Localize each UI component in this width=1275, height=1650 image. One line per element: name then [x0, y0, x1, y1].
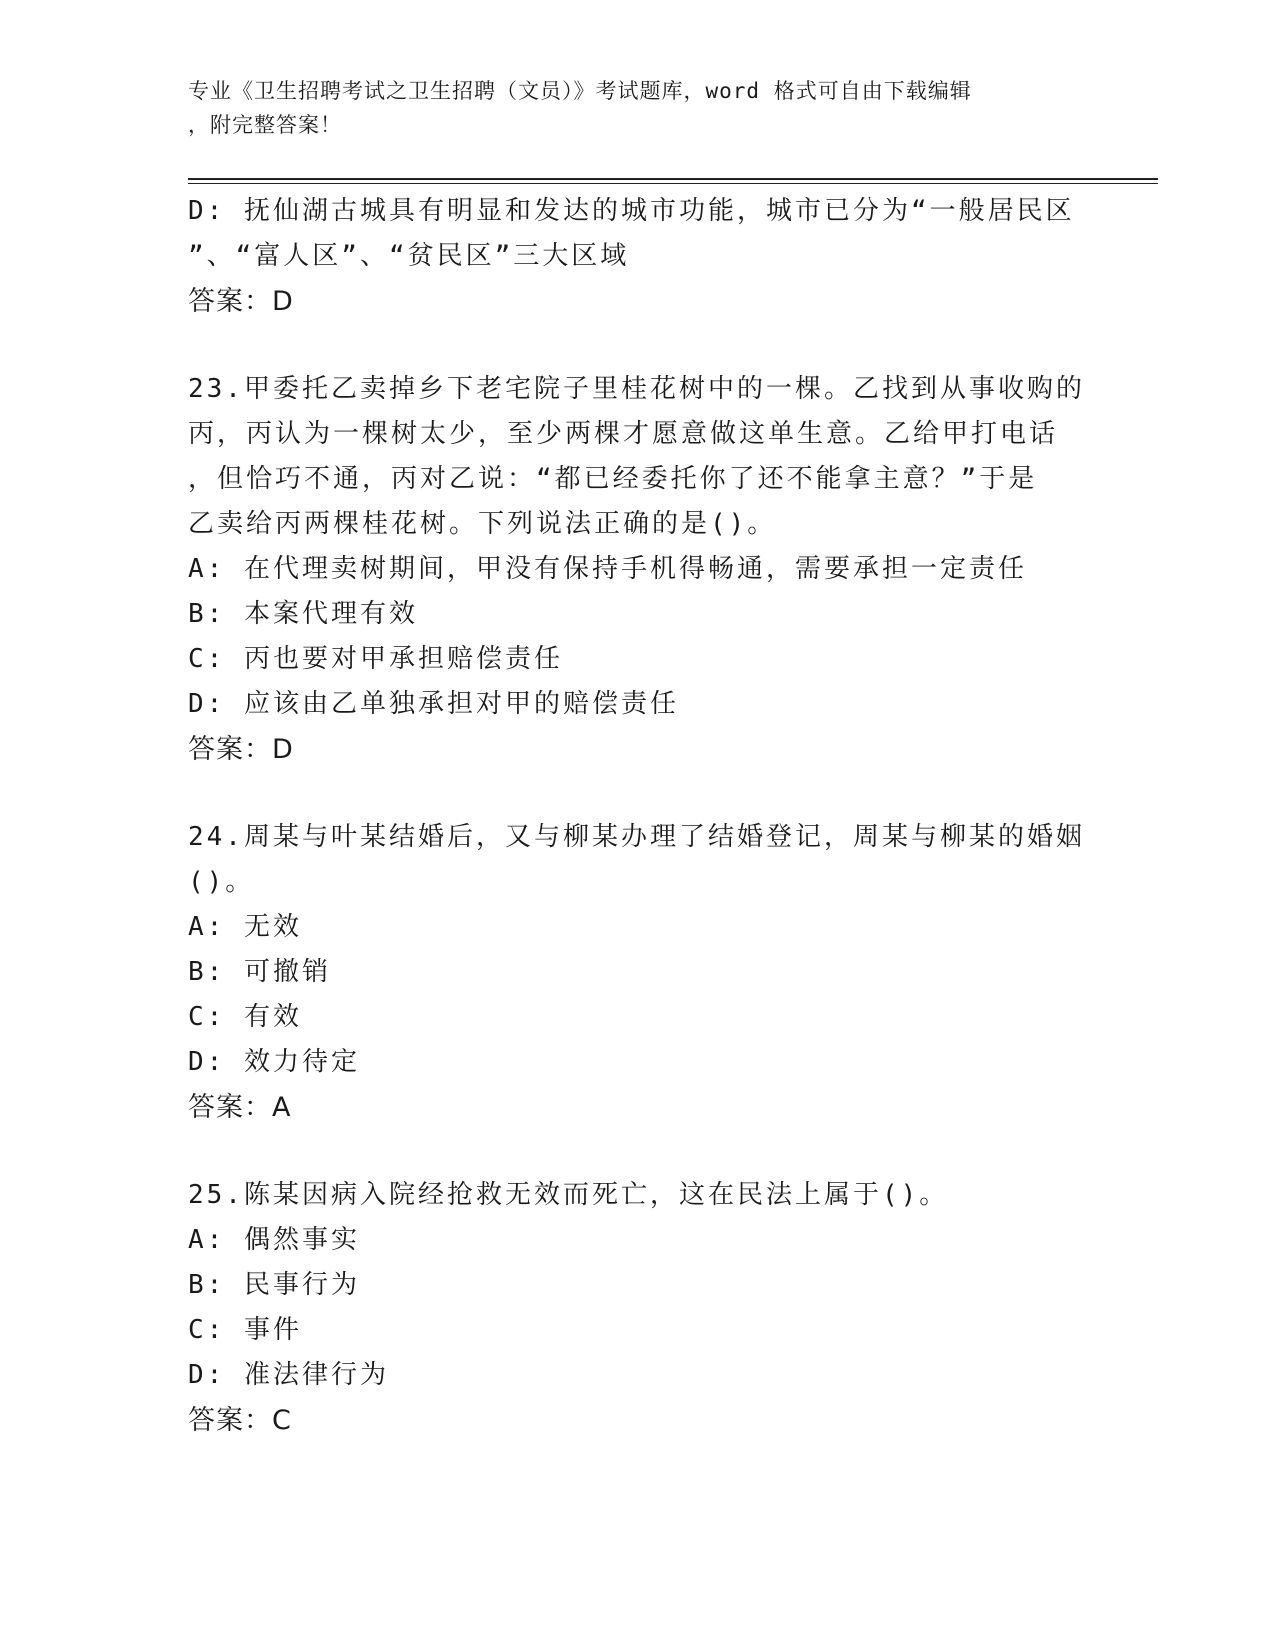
- question-25: [188, 1173, 1088, 1443]
- option-d: D: 应该由乙单独承担对甲的赔偿责任: [188, 689, 679, 719]
- question-stem-line: 丙，丙认为一棵树太少，至少两棵才愿意做这单生意。乙给甲打电话: [188, 419, 1059, 449]
- option-c: C: 丙也要对甲承担赔偿责任: [188, 644, 563, 674]
- option-c: C: 有效: [188, 1002, 302, 1032]
- answer-line: 答案：D: [188, 286, 294, 317]
- header-rule-thin: [188, 183, 1158, 184]
- question-stem-line: 乙卖给丙两棵桂花树。下列说法正确的是()。: [188, 509, 777, 539]
- option-d-line-2: ”、“富人区”、“贫民区”三大区域: [188, 241, 630, 271]
- question-stem-line: ，但恰巧不通，丙对乙说：“都已经委托你了还不能拿主意？”于是: [188, 464, 1038, 494]
- question-stem-line: 25.陈某因病入院经抢救无效而死亡，这在民法上属于()。: [188, 1180, 949, 1210]
- option-d-line-1: D: 抚仙湖古城具有明显和发达的城市功能，城市已分为“一般居民区: [188, 196, 1075, 226]
- option-d: D: 准法律行为: [188, 1360, 389, 1390]
- option-b: B: 民事行为: [188, 1270, 360, 1300]
- option-b: B: 可撤销: [188, 957, 331, 987]
- question-stem-line: ()。: [188, 867, 255, 897]
- header-line-2: ，附完整答案！: [188, 113, 342, 137]
- option-b: B: 本案代理有效: [188, 599, 418, 629]
- header-rule-thick: [188, 178, 1158, 180]
- header-line-1: 专业《卫生招聘考试之卫生招聘（文员）》考试题库，word 格式可自由下载编辑: [188, 79, 972, 103]
- question-23: [188, 367, 1088, 772]
- option-a: A: 偶然事实: [188, 1225, 360, 1255]
- prev-question-tail: [188, 189, 1088, 324]
- answer-line: 答案：D: [188, 734, 294, 765]
- option-d: D: 效力待定: [188, 1047, 360, 1077]
- answer-line: 答案：C: [188, 1405, 292, 1436]
- question-24: [188, 815, 1088, 1130]
- document-header: [188, 74, 1068, 142]
- option-a: A: 无效: [188, 912, 302, 942]
- answer-line: 答案：A: [188, 1092, 292, 1123]
- question-stem-line: 24.周某与叶某结婚后，又与柳某办理了结婚登记，周某与柳某的婚姻: [188, 822, 1085, 852]
- question-stem-line: 23.甲委托乙卖掉乡下老宅院子里桂花树中的一棵。乙找到从事收购的: [188, 374, 1085, 404]
- question-list: [188, 189, 1088, 1443]
- option-c: C: 事件: [188, 1315, 302, 1345]
- option-a: A: 在代理卖树期间，甲没有保持手机得畅通，需要承担一定责任: [188, 554, 1027, 584]
